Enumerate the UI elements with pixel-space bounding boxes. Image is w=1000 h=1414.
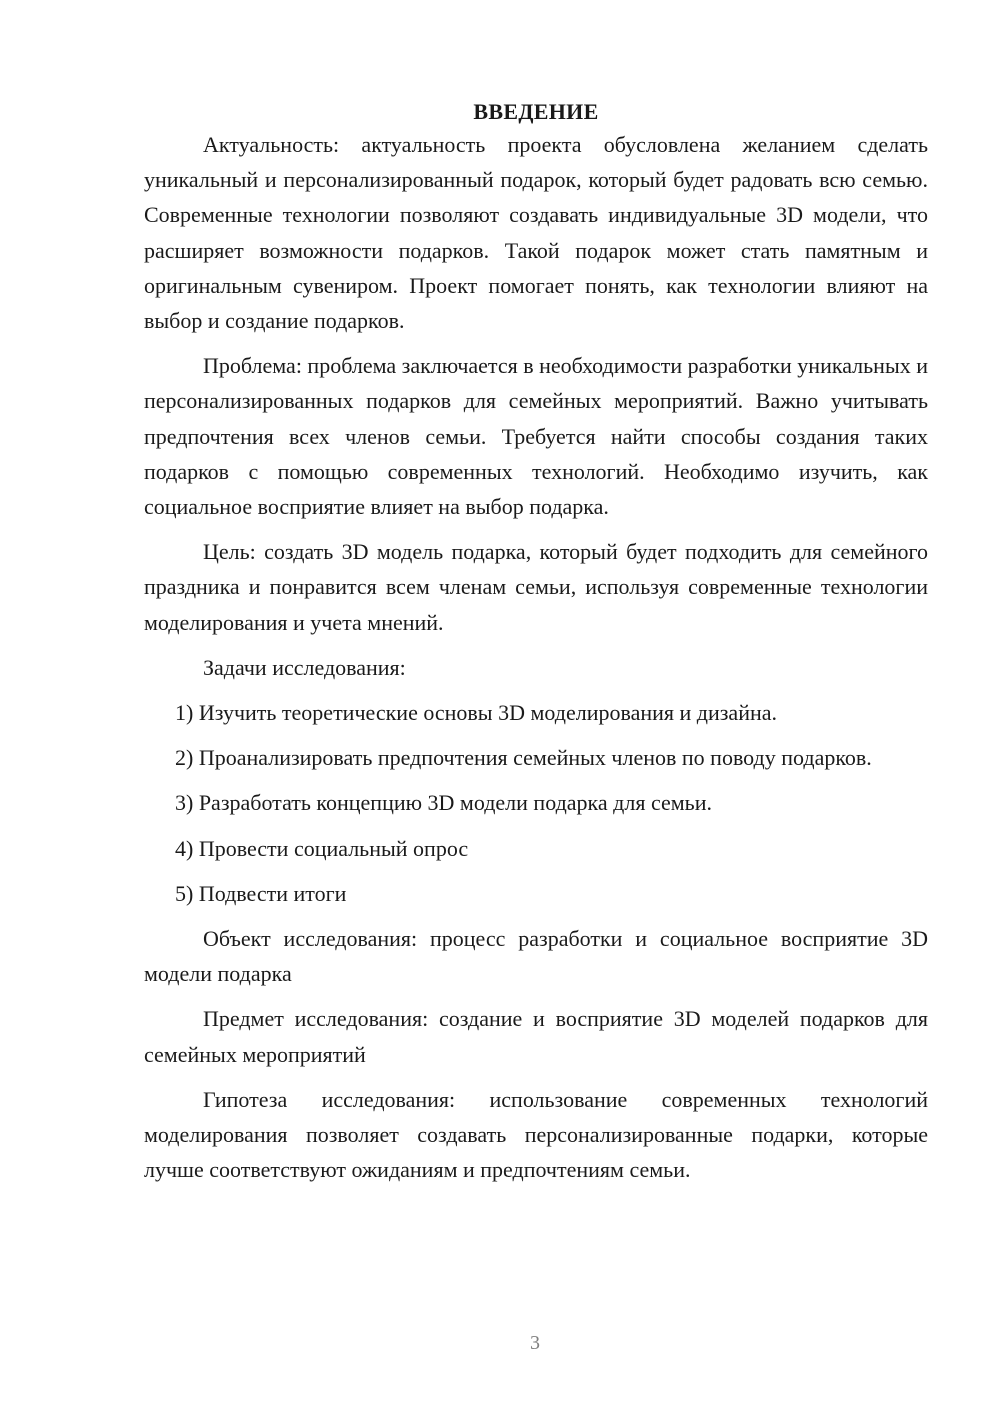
task-item-4: 4) Провести социальный опрос <box>175 835 469 861</box>
task-item-2: 2) Проанализировать предпочтения семейных членов по поводу подарков. <box>175 745 872 771</box>
goal-paragraph: Цель: создать 3D модель подарка, который будет подходить для семейного праздника и понравится всем членам семьи, используя современные технологии моделирования и учета мнений. <box>144 539 928 635</box>
object-paragraph: Объект исследования: процесс разработки и социальное восприятие 3D модели подарка <box>144 926 928 987</box>
hypothesis-paragraph: Гипотеза исследования: использование современных технологий моделирования позволяет создавать персонализированные подарки, которые лучше соответствуют ожиданиям и предпочтениям семьи. <box>144 1086 928 1183</box>
problem-paragraph: Проблема: проблема заключается в необходимости разработки уникальных и персонализированных подарков для семейных мероприятий. Важно учитывать предпочтения всех членов семьи. Требуется найти способы создания таких подарков с помощью современных технологий. Необходимо изучить, как социальное восприятие влияет на выбор подарка. <box>144 353 929 520</box>
page-content <box>144 94 928 1197</box>
page-number: 3 <box>530 1332 540 1354</box>
subject-paragraph: Предмет исследования: создание и восприятие 3D моделей подарков для семейных мероприятий <box>144 1006 928 1067</box>
task-item-5: 5) Подвести итоги <box>175 880 347 906</box>
section-heading: ВВЕДЕНИЕ <box>473 99 599 124</box>
tasks-heading: Задачи исследования: <box>203 654 406 680</box>
task-item-3: 3) Разработать концепцию 3D модели подарка для семьи. <box>175 790 712 816</box>
relevance-paragraph: Актуальность: актуальность проекта обусловлена желанием сделать уникальный и персонализированный подарок, который будет радовать всю семью. Современные технологии позволяют создавать индивидуальные 3D модели, что расширяет возможности подарков. Такой подарок может стать памятным и оригинальным сувениром. Проект помогает понять, как технологии влияют на выбор и создание подарков. <box>144 132 928 334</box>
task-item-1: 1) Изучить теоретические основы 3D моделирования и дизайна. <box>175 700 778 726</box>
